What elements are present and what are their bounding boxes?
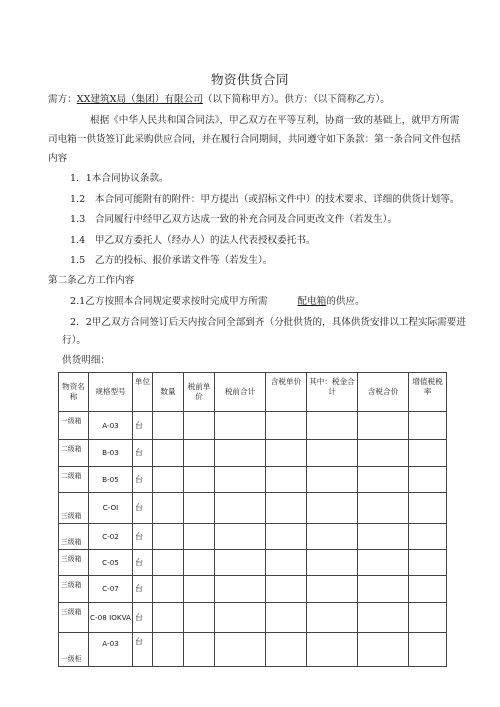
- buyer-suffix: （以下简称甲方）。供方：（以下简称乙方）。: [202, 94, 390, 105]
- article1-item-1: 1．1本合同协议条款。: [70, 173, 169, 184]
- row-unit: 台: [133, 633, 153, 667]
- row-category: 一级柜: [59, 633, 89, 667]
- row-model: B-05: [89, 467, 133, 493]
- row-category: 三级箱: [59, 603, 89, 633]
- row-unit: 台: [133, 467, 153, 493]
- row-category: 一级箱: [59, 412, 89, 440]
- header-spec-model: 规格型号: [89, 373, 133, 412]
- row-model: C-02: [89, 524, 133, 550]
- article2-heading: 第二条乙方工作内容: [48, 275, 135, 286]
- row-unit: 台: [133, 576, 153, 603]
- header-material-name: 物资名称: [59, 373, 89, 412]
- table-row: [59, 493, 447, 524]
- row-category: 三级箱: [59, 576, 89, 603]
- supply-details-label: 供货明细：: [62, 355, 110, 366]
- header-taxed-total: 含税合价: [358, 373, 409, 412]
- table-row: [59, 603, 447, 633]
- table-row: [59, 524, 447, 550]
- article2-item-2-line-2: 行）。: [62, 335, 86, 346]
- table-row: [59, 440, 447, 467]
- article1-item-4: 1.4 甲乙双方委托人（经办人）的法人代表授权委托书。: [70, 235, 316, 246]
- row-model: C-OI: [89, 493, 133, 524]
- header-tax-total: 其中：税金合计: [307, 373, 358, 412]
- row-model: C-07: [89, 576, 133, 603]
- article2-item-1-product: 配电箱: [297, 296, 327, 307]
- row-model: B-03: [89, 440, 133, 467]
- intro-line-1: 根据《中华人民共和国合同法》，甲乙双方在平等互利，协商一致的基础上，就甲方所需: [90, 115, 460, 126]
- intro-line-2: 司电箱一供货签订此采购供应合同，并在履行合同期间，共同遵守如下条款：第一条合同文件包括: [48, 134, 461, 145]
- row-category: 三级箱: [59, 524, 89, 550]
- article1-item-5: 1.5 乙方的投标、报价承诺文件等（若发生）。: [70, 255, 273, 266]
- row-category: 二级箱: [59, 467, 89, 493]
- header-vat-rate: 增值税税率: [409, 373, 447, 412]
- row-unit: 台: [133, 440, 153, 467]
- row-category: 三级箱: [59, 493, 89, 524]
- article2-item-1-prefix: 2.1乙方按照本合同规定要求按时完成甲方所需: [70, 296, 268, 307]
- row-unit: 台: [133, 493, 153, 524]
- row-unit: 台: [133, 412, 153, 440]
- buyer-label: 需方：: [48, 94, 77, 105]
- article2-item-2-line-1: 2．2甲乙双方合同签订后天内按合同全部到齐（分批供货的，具体供货安排以工程实际需要进: [70, 317, 466, 328]
- buyer-name: XX建筑X局（集团）有限公司: [76, 94, 203, 105]
- document-title: 物资供货合同: [210, 72, 289, 87]
- table-row: [59, 633, 447, 667]
- row-model: A-03: [89, 412, 133, 440]
- supply-table-header-row: [59, 373, 447, 412]
- parties-line: [48, 93, 390, 107]
- header-unit: 单位: [133, 373, 153, 412]
- row-model: A-03: [89, 633, 133, 667]
- row-category: 三级箱: [59, 550, 89, 576]
- article2-item-1: [70, 295, 365, 309]
- article1-item-2: 1.2 本合同可能附有的附件：甲方提出（或招标文件中）的技术要求、详细的供货计划等。: [70, 194, 460, 205]
- table-row: [59, 550, 447, 576]
- row-unit: 台: [133, 550, 153, 576]
- table-row: [59, 467, 447, 493]
- header-quantity: 数量: [153, 373, 184, 412]
- header-pretax-unit-price: 税前单价: [184, 373, 215, 412]
- header-taxed-unit-price: 含税单价: [266, 373, 307, 412]
- header-pretax-total: 税前合计: [215, 373, 266, 412]
- row-unit: 台: [133, 524, 153, 550]
- intro-line-3: 内容: [48, 153, 68, 164]
- table-row: [59, 412, 447, 440]
- row-category: 二级箱: [59, 440, 89, 467]
- article1-item-3: 1.3 合同履行中经甲乙双方达成一致的补充合同及合同更改文件（若发生）。: [70, 214, 398, 225]
- table-row: [59, 576, 447, 603]
- row-unit: 台: [133, 603, 153, 633]
- row-model: C-05: [89, 550, 133, 576]
- row-model: C-08 IOKVA: [89, 603, 133, 633]
- supply-table: [58, 372, 447, 667]
- article2-item-1-suffix: 的供应。: [326, 296, 365, 307]
